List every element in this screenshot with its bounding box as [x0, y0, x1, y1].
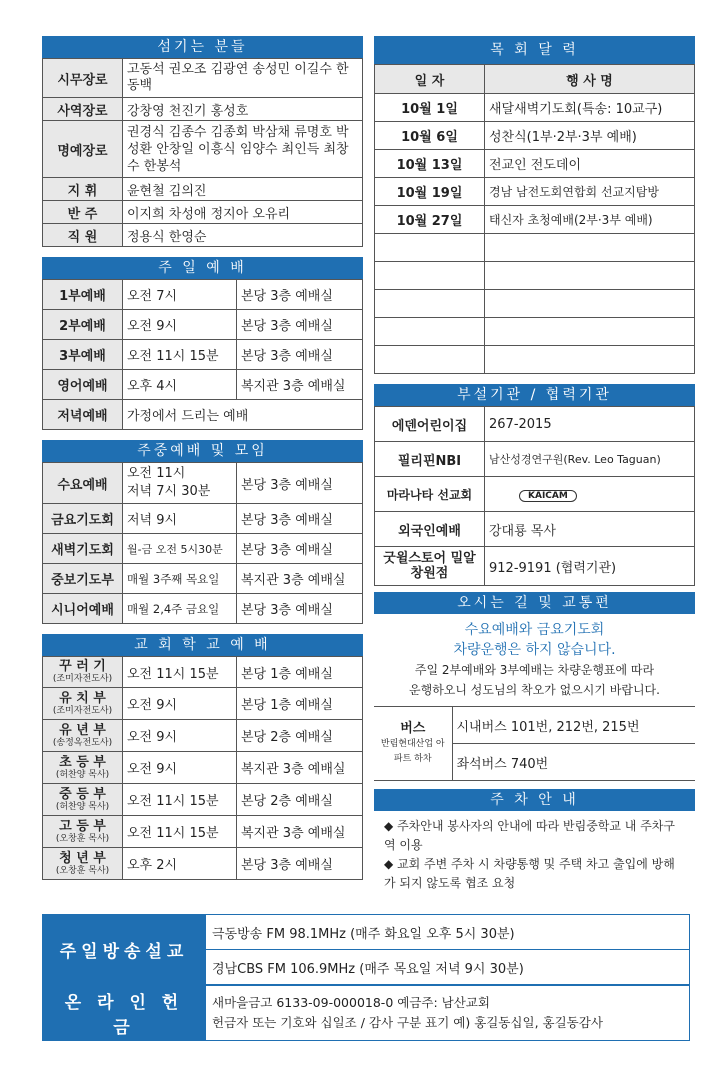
- row-time: 가정에서 드리는 예배: [123, 400, 363, 430]
- table-row: [375, 442, 695, 477]
- row-label: 저녁예배: [43, 400, 123, 430]
- table-row: [43, 784, 363, 816]
- head-event: 행 사 명: [485, 65, 695, 94]
- kaicam-logo: KAICAM: [519, 490, 577, 502]
- bus-label: 버스: [400, 720, 426, 736]
- row-label: 1부예배: [43, 280, 123, 310]
- sunday-header: 주 일 예 배: [42, 257, 363, 279]
- row-time: 저녁 9시: [123, 504, 237, 534]
- event-name: [485, 290, 695, 318]
- table-row: [43, 463, 363, 504]
- row-place: 복지관 3층 예배실: [237, 816, 363, 848]
- row-label: 직 원: [43, 224, 123, 247]
- row-label: 금요기도회: [43, 504, 123, 534]
- row-label: 사역장로: [43, 98, 123, 121]
- bus-table: [374, 706, 695, 781]
- event-date: [375, 262, 485, 290]
- row-label: 3부예배: [43, 340, 123, 370]
- row-value: 강대룡 목사: [485, 512, 695, 547]
- row-label: 마라나타 선교회: [375, 477, 485, 512]
- event-name: [485, 318, 695, 346]
- diamond-icon: ◆: [384, 857, 394, 871]
- weekday-header: 주중예배 및 모임: [42, 440, 363, 462]
- dept-name: 청 년 부: [59, 850, 106, 866]
- event-name: 성찬식(1부·2부·3부 예배): [485, 122, 695, 150]
- row-place: 복지관 3층 예배실: [237, 370, 363, 400]
- table-row: [43, 657, 363, 688]
- row-label: 명예장로: [43, 121, 123, 178]
- table-row: [375, 178, 695, 206]
- table-row: [375, 477, 695, 512]
- row-place: 복지관 3층 예배실: [237, 564, 363, 594]
- dept-leader: (오창훈 목사): [55, 833, 110, 844]
- row-time: 오전 9시: [123, 688, 237, 720]
- row-value: 고동석 권오조 김광연 송성민 이길수 한동백: [123, 59, 363, 98]
- row-place: 본당 3층 예배실: [237, 310, 363, 340]
- dept-leader: (오창훈 목사): [55, 865, 110, 876]
- table-row: [43, 98, 363, 121]
- list-item: ◆ 교회 주변 주차 시 차량통행 및 주택 차고 출입에 방해가 되지 않도록 협조 요청: [384, 857, 675, 890]
- school-header: 교 회 학 교 예 배: [42, 634, 363, 656]
- row-time: 매월 3주째 목요일: [123, 564, 237, 594]
- directions-info: [374, 614, 695, 706]
- table-row: [43, 564, 363, 594]
- table-row: [43, 400, 363, 430]
- table-row: [43, 816, 363, 848]
- row-value: 강창영 천진기 홍성호: [123, 98, 363, 121]
- table-row: [43, 534, 363, 564]
- event-date: 10월 6일: [375, 122, 485, 150]
- table-row: [375, 94, 695, 122]
- table-row: [375, 150, 695, 178]
- table-row: [375, 547, 695, 586]
- offering-line-1: 새마을금고 6133-09-000018-0 예금주: 남산교회: [212, 995, 490, 1010]
- event-name: 태신자 초청예배(2부·3부 예배): [485, 206, 695, 234]
- table-row: [375, 318, 695, 346]
- row-time: 오후 2시: [123, 848, 237, 880]
- event-date: [375, 290, 485, 318]
- event-date: 10월 13일: [375, 150, 485, 178]
- table-row: [43, 720, 363, 752]
- table-row: [43, 178, 363, 201]
- table-row: [43, 310, 363, 340]
- row-label: [43, 720, 123, 752]
- row-place: 복지관 3층 예배실: [237, 752, 363, 784]
- row-label: 굿윌스토어 밀알창원점: [375, 547, 485, 586]
- row-place: 본당 2층 예배실: [237, 784, 363, 816]
- table-row: [43, 915, 690, 950]
- row-label: [43, 848, 123, 880]
- directions-desc-1: 주일 2부예배와 3부예배는 차량운행표에 따라: [414, 663, 655, 677]
- row-place: 본당 3층 예배실: [237, 463, 363, 504]
- dept-leader: (조미자전도사): [52, 674, 113, 684]
- row-value: 267-2015: [485, 407, 695, 442]
- table-row: [375, 290, 695, 318]
- row-value: 정용식 한영순: [123, 224, 363, 247]
- broadcast-table: [42, 914, 690, 985]
- table-row: [43, 280, 363, 310]
- offering-table: [42, 985, 690, 1041]
- table-row: [43, 688, 363, 720]
- time-evening: 저녁 7시 30분: [127, 484, 211, 499]
- directions-desc-2: 운행하오니 성도님의 착오가 없으시기 바랍니다.: [409, 683, 660, 697]
- row-place: 본당 3층 예배실: [237, 280, 363, 310]
- event-date: 10월 1일: [375, 94, 485, 122]
- calendar-head-row: [375, 65, 695, 94]
- table-row: [375, 234, 695, 262]
- list-item: ◆ 주차안내 봉사자의 안내에 따라 반림중학교 내 주차구역 이용: [384, 819, 675, 852]
- row-time: 오전 9시: [123, 752, 237, 784]
- event-date: 10월 27일: [375, 206, 485, 234]
- bus-stop: 반림현대산업 아파트 하차: [380, 738, 445, 764]
- row-place: 본당 3층 예배실: [237, 534, 363, 564]
- table-row: [43, 340, 363, 370]
- left-column: [42, 36, 363, 880]
- diamond-icon: ◆: [384, 819, 394, 833]
- dept-name: 꾸 러 기: [59, 659, 106, 674]
- table-row: [43, 201, 363, 224]
- table-row: [43, 121, 363, 178]
- event-date: [375, 318, 485, 346]
- dept-name: 초 등 부: [59, 754, 106, 770]
- row-time: 오전 9시: [123, 310, 237, 340]
- row-time: 오전 7시: [123, 280, 237, 310]
- servers-header: 섬기는 분들: [42, 36, 363, 58]
- dept-leader: (송정옥전도사): [52, 737, 113, 748]
- bus-label-cell: [374, 707, 452, 781]
- table-row: [43, 594, 363, 624]
- directions-notice-2: 차량운행은 하지 않습니다.: [453, 642, 616, 658]
- table-row: [375, 262, 695, 290]
- row-value: 912-9191 (협력기관): [485, 547, 695, 586]
- broadcast-line-1: 극동방송 FM 98.1MHz (매주 화요일 오후 5시 30분): [206, 915, 690, 950]
- offering-info: [206, 986, 690, 1041]
- row-label: [43, 657, 123, 688]
- time-morning: 오전 11시: [127, 466, 186, 481]
- row-label: 중보기도부: [43, 564, 123, 594]
- row-time: 오전 11시 15분: [123, 816, 237, 848]
- weekday-table: [42, 462, 363, 624]
- right-column: [374, 36, 695, 899]
- table-row: [43, 986, 690, 1041]
- table-row: [375, 206, 695, 234]
- calendar-header: 목 회 달 력: [374, 36, 695, 64]
- table-row: [43, 59, 363, 98]
- row-label: [43, 752, 123, 784]
- broadcast-title: 주일방송설교: [43, 915, 206, 985]
- event-name: 전교인 전도데이: [485, 150, 695, 178]
- table-row: [375, 512, 695, 547]
- row-time: 오전 11시 15분: [123, 784, 237, 816]
- row-place: 본당 3층 예배실: [237, 504, 363, 534]
- event-name: [485, 346, 695, 374]
- dept-name: 유 년 부: [59, 722, 106, 738]
- row-label: [43, 816, 123, 848]
- row-time: 매월 2,4주 금요일: [123, 594, 237, 624]
- row-place: 본당 3층 예배실: [237, 848, 363, 880]
- row-label: 시니어예배: [43, 594, 123, 624]
- event-date: 10월 19일: [375, 178, 485, 206]
- table-row: [43, 504, 363, 534]
- row-label: 에덴어린이집: [375, 407, 485, 442]
- event-name: 경남 남전도회연합회 선교지탐방: [485, 178, 695, 206]
- directions-header: 오시는 길 및 교통편: [374, 592, 695, 614]
- table-row: [375, 407, 695, 442]
- row-place: 본당 3층 예배실: [237, 594, 363, 624]
- row-place: 본당 2층 예배실: [237, 720, 363, 752]
- row-place: 본당 3층 예배실: [237, 340, 363, 370]
- row-label: 반 주: [43, 201, 123, 224]
- table-row: [43, 848, 363, 880]
- row-label: 지 휘: [43, 178, 123, 201]
- event-name: [485, 262, 695, 290]
- row-time: 오전 11시 15분: [123, 340, 237, 370]
- row-value: [485, 477, 695, 512]
- broadcast-line-2: 경남CBS FM 106.9MHz (매주 목요일 저녁 9시 30분): [206, 950, 690, 985]
- table-row: [43, 224, 363, 247]
- table-row: [374, 707, 695, 744]
- row-value: 남산성경연구원(Rev. Leo Taguan): [485, 442, 695, 477]
- dept-name: 유 치 부: [59, 690, 106, 706]
- row-value: 권경식 김종수 김종회 박삼채 류명호 박성환 안창일 이흥식 임양수 최인득 최창수 한봉석: [123, 121, 363, 178]
- table-row: [375, 346, 695, 374]
- offering-line-2: 헌금자 또는 기호와 십일조 / 감사 구분 표기 예) 홍길동십일, 홍길동감사: [212, 1015, 603, 1030]
- row-place: 본당 1층 예배실: [237, 657, 363, 688]
- event-date: [375, 234, 485, 262]
- row-label: 필리핀NBI: [375, 442, 485, 477]
- row-time: 오후 4시: [123, 370, 237, 400]
- head-date: 일 자: [375, 65, 485, 94]
- event-name: 새달새벽기도회(특송: 10교구): [485, 94, 695, 122]
- directions-notice-1: 수요예배와 금요기도회: [464, 622, 605, 638]
- row-time: 월-금 오전 5시30분: [123, 534, 237, 564]
- row-value: 윤현철 김의진: [123, 178, 363, 201]
- bus-line-1: 시내버스 101번, 212번, 215번: [452, 707, 695, 744]
- dept-leader: (허찬양 목사): [55, 801, 110, 812]
- row-time: [123, 463, 237, 504]
- event-name: [485, 234, 695, 262]
- parking-list: [374, 811, 695, 899]
- row-place: 본당 1층 예배실: [237, 688, 363, 720]
- row-label: 2부예배: [43, 310, 123, 340]
- table-row: [375, 122, 695, 150]
- event-date: [375, 346, 485, 374]
- servers-table: [42, 58, 363, 247]
- row-label: 새벽기도회: [43, 534, 123, 564]
- row-label: 외국인예배: [375, 512, 485, 547]
- row-time: 오전 9시: [123, 720, 237, 752]
- parking-header: 주 차 안 내: [374, 789, 695, 811]
- school-table: [42, 656, 363, 880]
- partners-table: [374, 406, 695, 586]
- table-row: [43, 752, 363, 784]
- row-label: [43, 688, 123, 720]
- dept-leader: (허찬양 목사): [55, 769, 110, 780]
- row-label: 시무장로: [43, 59, 123, 98]
- dept-leader: (조미자전도사): [52, 705, 113, 716]
- row-label: 수요예배: [43, 463, 123, 504]
- row-label: [43, 784, 123, 816]
- sunday-table: [42, 279, 363, 430]
- offering-title: 온 라 인 헌 금: [43, 986, 206, 1041]
- partners-header: 부설기관 / 협력기관: [374, 384, 695, 406]
- row-label: 영어예배: [43, 370, 123, 400]
- dept-name: 고 등 부: [59, 818, 106, 834]
- table-row: [43, 370, 363, 400]
- bus-line-2: 좌석버스 740번: [452, 744, 695, 781]
- row-value: 이지희 차성애 정지아 오유리: [123, 201, 363, 224]
- dept-name: 중 등 부: [59, 786, 106, 802]
- calendar-table: [374, 64, 695, 374]
- row-time: 오전 11시 15분: [123, 657, 237, 688]
